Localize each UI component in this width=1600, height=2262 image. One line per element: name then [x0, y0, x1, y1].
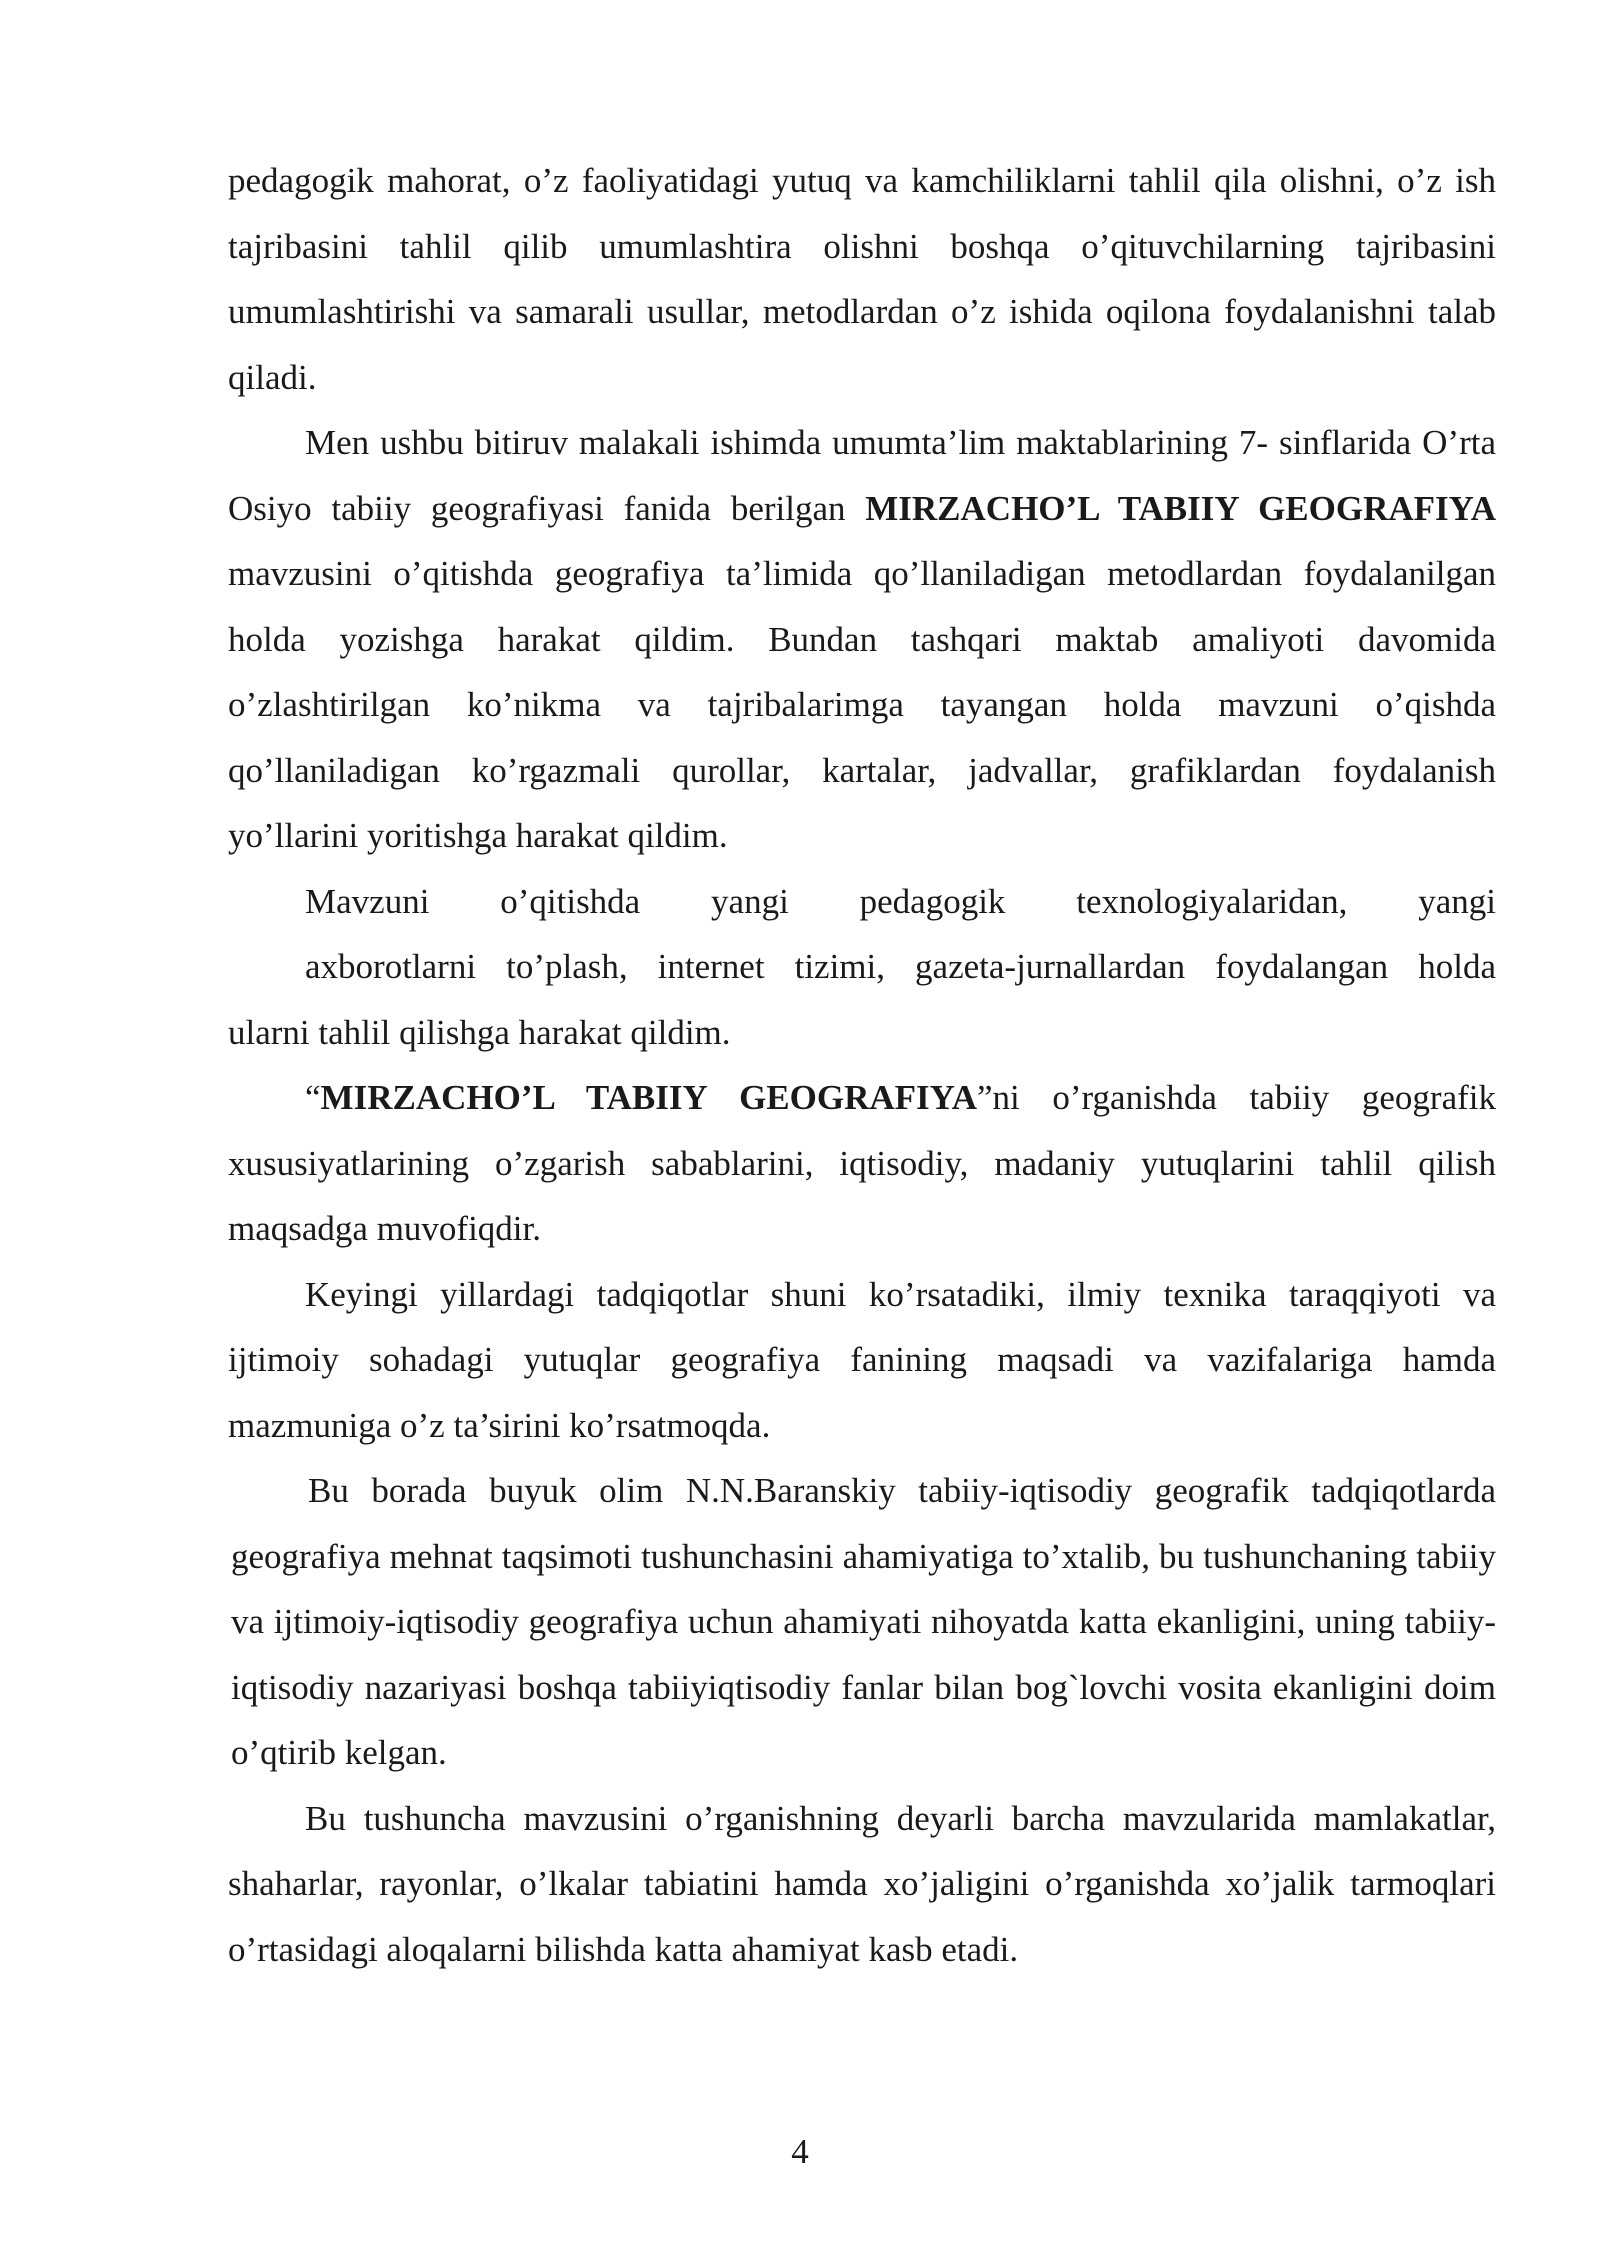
- paragraph-5-text: Keyingi yillardagi tadqiqotlar shuni ko’rsatadiki, ilmiy texnika taraqqiyoti va ijtimoiy sohadagi yutuqlar geografiya fanining maqsadi va vazifalariga hamda mazmuniga o’z ta’sirini ko’rsatmoqda.: [228, 1274, 1496, 1445]
- paragraph-7-text: Bu tushuncha mavzusini o’rganishning deyarli barcha mavzularida mamlakatlar, shaharlar, rayonlar, o’lkalar tabiatini hamda xo’jaligini o’rganishda xo’jalik tarmoqlari o’rtasidagi aloqalarni bilishda katta ahamiyat kasb etadi.: [228, 1798, 1496, 1969]
- paragraph-1-text: pedagogik mahorat, o’z faoliyatidagi yutuq va kamchiliklarni tahlil qila olishni, o’z ish tajribasini tahlil qilib umumlashtira olishni boshqa o’qituvchilarning tajribasini umumlashtirishi va samarali usullar, metodlardan o’z ishida oqilona foydalanishni talab qiladi.: [228, 161, 1496, 397]
- paragraph-4-text: ”ni o’rganishda tabiiy geografik xususiyatlarining o’zgarish sabablarini, iqtisodiy, madaniy yutuqlarini tahlil qilish maqsadga muvofiqdir.: [228, 1078, 1496, 1248]
- document-page: [228, 148, 1496, 1982]
- paragraph-2-topic-title: MIRZACHO’L TABIIY GEOGRAFIYA: [865, 488, 1496, 528]
- paragraph-6-text: Bu borada buyuk olim N.N.Baranskiy tabiiy-iqtisodiy geografik tadqiqotlarda geografiya mehnat taqsimoti tushunchasini ahamiyatiga to’xtalib, bu tushunchaning tabiiy va ijtimoiy-iqtisodiy geografiya uchun ahamiyati nihoyatda katta ekanligini, uning tabiiy-iqtisodiy nazariyasi boshqa tabiiyiqtisodiy fanlar bilan bog`lovchi vosita ekanligini doim o’qtirib kelgan.: [231, 1471, 1496, 1772]
- paragraph-2: [228, 410, 1496, 869]
- paragraph-4-open-quote: “: [305, 1078, 321, 1117]
- page-number: 4: [791, 2132, 809, 2171]
- paragraph-3: [228, 869, 1496, 1066]
- paragraph-7: [228, 1786, 1496, 1983]
- paragraph-3-line-3: ularni tahlil qilishga harakat qildim.: [228, 1012, 731, 1052]
- paragraph-6: [228, 1458, 1496, 1786]
- paragraph-5: [228, 1262, 1496, 1459]
- paragraph-4: [228, 1065, 1496, 1262]
- paragraph-3-line-1: Mavzuni o’qitishda yangi pedagogik texnologiyalaridan, yangi: [305, 881, 1496, 921]
- paragraph-3-line-2: axborotlarni to’plash, internet tizimi, gazeta-jurnallardan foydalangan holda: [305, 947, 1496, 986]
- paragraph-2-text-end: mavzusini o’qitishda geografiya ta’limida qo’llaniladigan metodlardan foydalanilgan holda yozishga harakat qildim. Bundan tashqari maktab amaliyoti davomida o’zlashtirilgan ko’nikma va tajribalarimga tayangan holda mavzuni o’qishda qo’llaniladigan ko’rgazmali qurollar, kartalar, jadvallar, grafiklardan foydalanish yo’llarini yoritishga harakat qildim.: [228, 554, 1496, 855]
- paragraph-2-text-start: Men ushbu bitiruv malakali ishimda umumta’lim maktablarining 7- sinflarida O’rta Osiyo tabiiy geografiyasi fanida berilgan: [228, 423, 1496, 528]
- paragraph-1: [228, 148, 1496, 410]
- paragraph-4-topic-title: MIRZACHO’L TABIIY GEOGRAFIYA: [320, 1078, 977, 1117]
